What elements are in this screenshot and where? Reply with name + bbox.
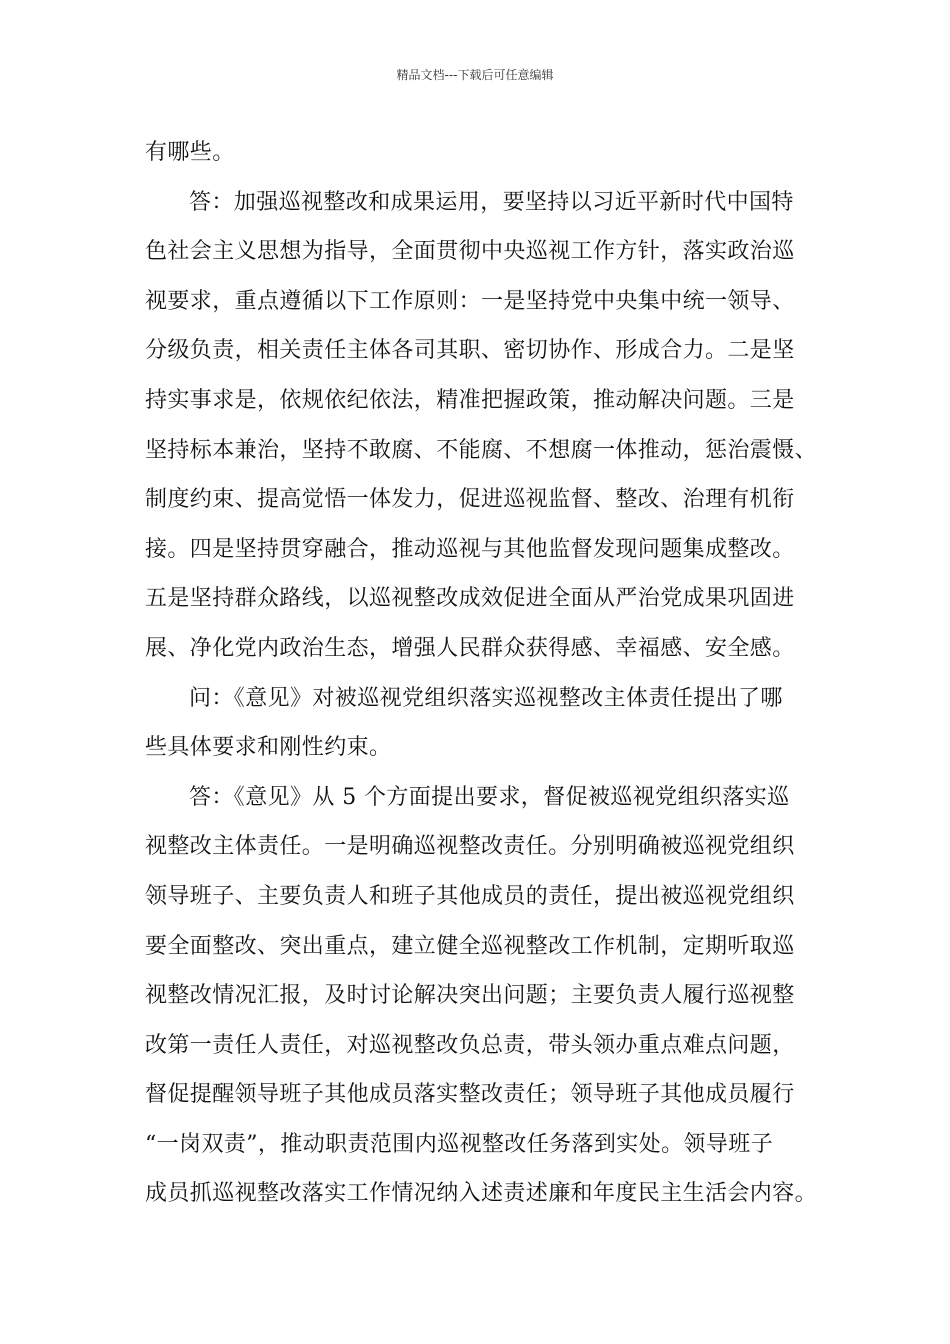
text-line: 接。四是坚持贯穿融合，推动巡视与其他监督发现问题集成整改。: [145, 536, 795, 562]
text-line: 持实事求是，依规依纪依法，精准把握政策，推动解决问题。三是: [145, 387, 795, 413]
text-line: 分级负责，相关责任主体各司其职、密切协作、形成合力。二是坚: [145, 338, 795, 364]
text-line: 督促提醒领导班子其他成员落实整改责任；领导班子其他成员履行: [145, 1082, 795, 1108]
page-header: 精品文档---下载后可任意编辑: [396, 68, 554, 82]
text-line: 改第一责任人责任，对巡视整改负总责，带头领办重点难点问题，: [145, 1032, 795, 1058]
paragraph-start-line: 问：《意见》对被巡视党组织落实巡视整改主体责任提出了哪: [189, 685, 783, 711]
text-line: 要全面整改、突出重点，建立健全巡视整改工作机制，定期听取巡: [145, 933, 795, 959]
paragraph-start-line: 答：《意见》从 5 个方面提出要求，督促被巡视党组织落实巡: [189, 784, 790, 810]
text-line: 视整改情况汇报，及时讨论解决突出问题；主要负责人履行巡视整: [145, 983, 795, 1009]
text-line: 视整改主体责任。一是明确巡视整改责任。分别明确被巡视党组织: [145, 834, 795, 860]
text-line: 色社会主义思想为指导，全面贯彻中央巡视工作方针，落实政治巡: [145, 239, 795, 265]
paragraph-start-line: 答：加强巡视整改和成果运用，要坚持以习近平新时代中国特: [189, 189, 794, 215]
text-line: 制度约束、提高觉悟一体发力，促进巡视监督、整改、治理有机衔: [145, 487, 795, 513]
text-line: 些具体要求和刚性约束。: [145, 735, 392, 761]
text-line: 坚持标本兼治，坚持不敢腐、不能腐、不想腐一体推动，惩治震慑、: [145, 437, 818, 463]
text-line: 领导班子、主要负责人和班子其他成员的责任，提出被巡视党组织: [145, 883, 795, 909]
text-line: 展、净化党内政治生态，增强人民群众获得感、幸福感、安全感。: [145, 635, 795, 661]
text-line: 成员抓巡视整改落实工作情况纳入述责述廉和年度民主生活会内容。: [145, 1181, 818, 1207]
text-line: “一岗双责”，推动职责范围内巡视整改任务落到实处。领导班子: [145, 1131, 774, 1157]
document-body: [145, 128, 825, 1219]
text-line: 五是坚持群众路线，以巡视整改成效促进全面从严治党成果巩固进: [145, 586, 795, 612]
text-line: 视要求，重点遵循以下工作原则：一是坚持党中央集中统一领导、: [145, 288, 795, 314]
text-line: 有哪些。: [145, 140, 235, 165]
